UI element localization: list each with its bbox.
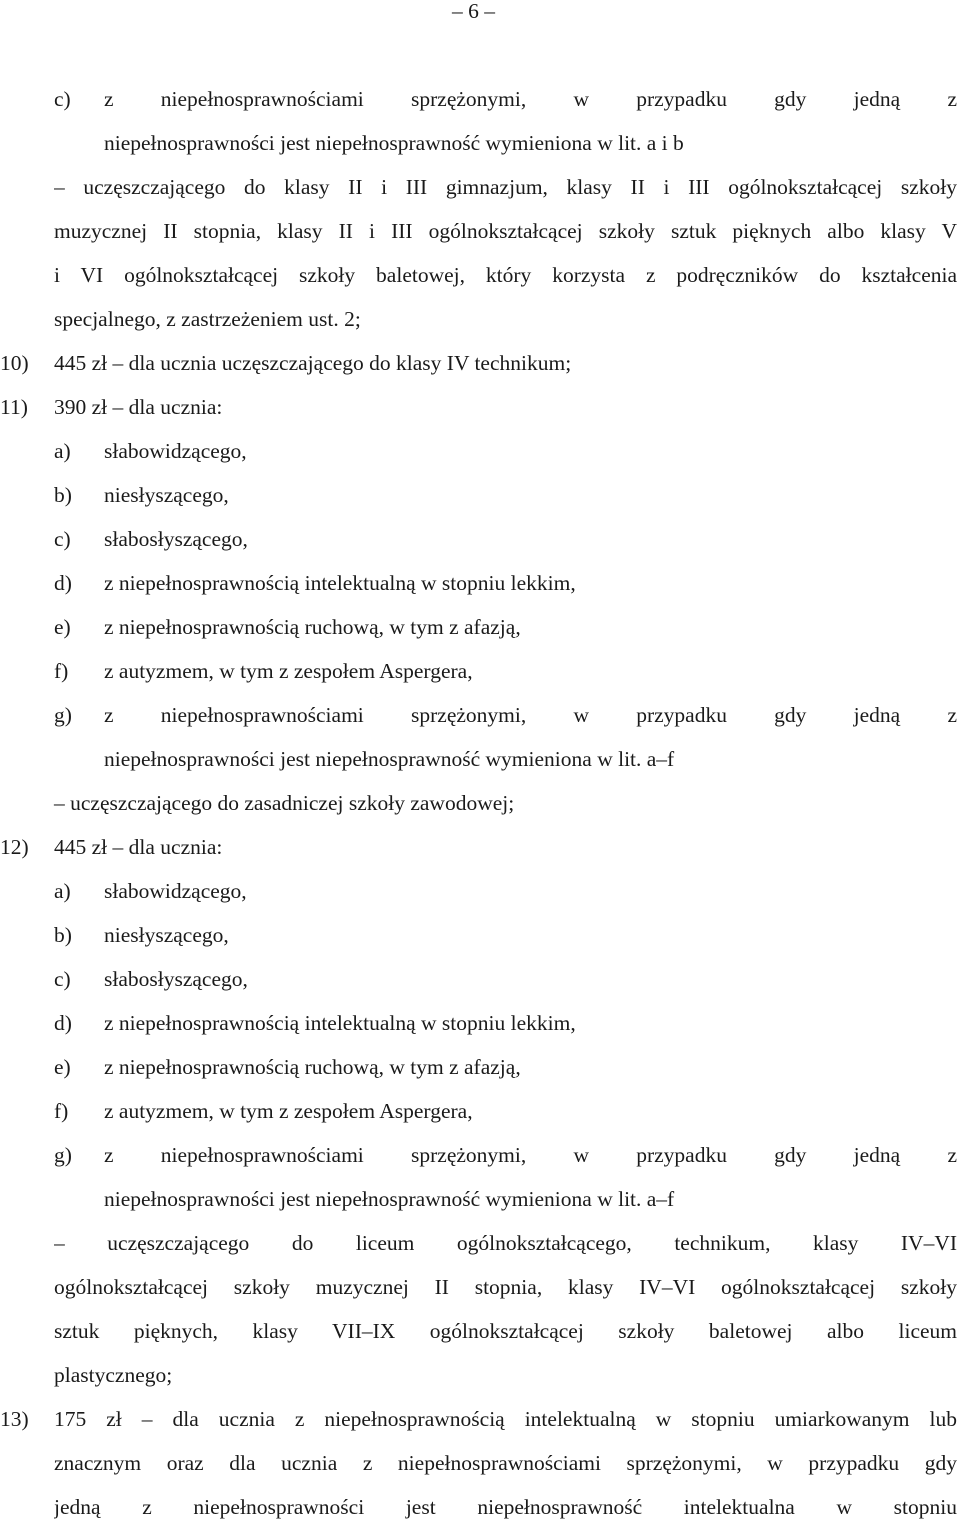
sub-text: słabowidzącego, xyxy=(104,879,247,903)
item-number: 12) xyxy=(0,835,29,859)
sub-label: f) xyxy=(54,1099,69,1123)
dash-paragraph-line: i VI ogólnokształcącej szkoły baletowej, który korzysta z podręczników do kształcenia xyxy=(54,265,957,287)
item-text-continuation: jedną z niepełnosprawności jest niepełnosprawność intelektualna w stopniu xyxy=(54,1497,957,1519)
sub-text: z niepełnosprawnością intelektualną w stopniu lekkim, xyxy=(104,1011,576,1035)
sub-text: z autyzmem, w tym z zespołem Aspergera, xyxy=(104,659,473,683)
dash-paragraph-line: – uczęszczającego do liceum ogólnokształcącego, technikum, klasy IV–VI xyxy=(54,1233,957,1255)
sub-text-continuation: niepełnosprawności jest niepełnosprawność wymieniona w lit. a i b xyxy=(104,131,684,155)
sub-text: z autyzmem, w tym z zespołem Aspergera, xyxy=(104,1099,473,1123)
item-text: 390 zł – dla ucznia: xyxy=(54,395,223,419)
sub-label: d) xyxy=(54,571,72,595)
sub-text: z niepełnosprawnościami sprzężonymi, w przypadku gdy jedną z xyxy=(104,1145,957,1167)
sub-label: c) xyxy=(54,87,71,111)
sub-label: g) xyxy=(54,703,72,727)
dash-paragraph-line: plastycznego; xyxy=(54,1363,173,1387)
item-text-continuation: znacznym oraz dla ucznia z niepełnosprawnościami sprzężonymi, w przypadku gdy xyxy=(54,1453,957,1475)
dash-paragraph-line: – uczęszczającego do klasy II i III gimnazjum, klasy II i III ogólnokształcącej szkoły xyxy=(54,177,957,199)
sub-text: niesłyszącego, xyxy=(104,483,229,507)
sub-label: b) xyxy=(54,923,72,947)
item-text: 175 zł – dla ucznia z niepełnosprawnością intelektualną w stopniu umiarkowanym lub xyxy=(54,1409,957,1431)
sub-text: z niepełnosprawnościami sprzężonymi, w przypadku gdy jedną z xyxy=(104,89,957,111)
sub-label: a) xyxy=(54,879,71,903)
item-text: 445 zł – dla ucznia: xyxy=(54,835,223,859)
sub-label: c) xyxy=(54,527,71,551)
dash-paragraph-line: specjalnego, z zastrzeżeniem ust. 2; xyxy=(54,307,361,331)
dash-paragraph-line: ogólnokształcącej szkoły muzycznej II stopnia, klasy IV–VI ogólnokształcącej szkoły xyxy=(54,1277,957,1299)
sub-text: z niepełnosprawnością ruchową, w tym z afazją, xyxy=(104,615,521,639)
sub-label: a) xyxy=(54,439,71,463)
sub-text-continuation: niepełnosprawności jest niepełnosprawność wymieniona w lit. a–f xyxy=(104,747,675,771)
sub-text: z niepełnosprawnościami sprzężonymi, w przypadku gdy jedną z xyxy=(104,705,957,727)
sub-label: g) xyxy=(54,1143,72,1167)
sub-text: niesłyszącego, xyxy=(104,923,229,947)
sub-text: słabowidzącego, xyxy=(104,439,247,463)
dash-paragraph-line: – uczęszczającego do zasadniczej szkoły zawodowej; xyxy=(54,791,515,815)
dash-paragraph-line: sztuk pięknych, klasy VII–IX ogólnokształcącej szkoły baletowej albo liceum xyxy=(54,1321,957,1343)
sub-text: z niepełnosprawnością ruchową, w tym z afazją, xyxy=(104,1055,521,1079)
dash-paragraph-line: muzycznej II stopnia, klasy II i III ogólnokształcącej szkoły sztuk pięknych albo klasy V xyxy=(54,221,957,243)
sub-label: e) xyxy=(54,1055,71,1079)
sub-label: e) xyxy=(54,615,71,639)
sub-text: z niepełnosprawnością intelektualną w stopniu lekkim, xyxy=(104,571,576,595)
item-number: 13) xyxy=(0,1407,29,1431)
sub-label: b) xyxy=(54,483,72,507)
sub-text: słabosłyszącego, xyxy=(104,967,248,991)
page-number: – 6 – xyxy=(452,0,495,23)
sub-text-continuation: niepełnosprawności jest niepełnosprawność wymieniona w lit. a–f xyxy=(104,1187,675,1211)
sub-text: słabosłyszącego, xyxy=(104,527,248,551)
sub-label: d) xyxy=(54,1011,72,1035)
sub-label: f) xyxy=(54,659,69,683)
item-number: 10) xyxy=(0,351,29,375)
item-number: 11) xyxy=(0,395,28,419)
sub-label: c) xyxy=(54,967,71,991)
item-text: 445 zł – dla ucznia uczęszczającego do klasy IV technikum; xyxy=(54,351,572,375)
